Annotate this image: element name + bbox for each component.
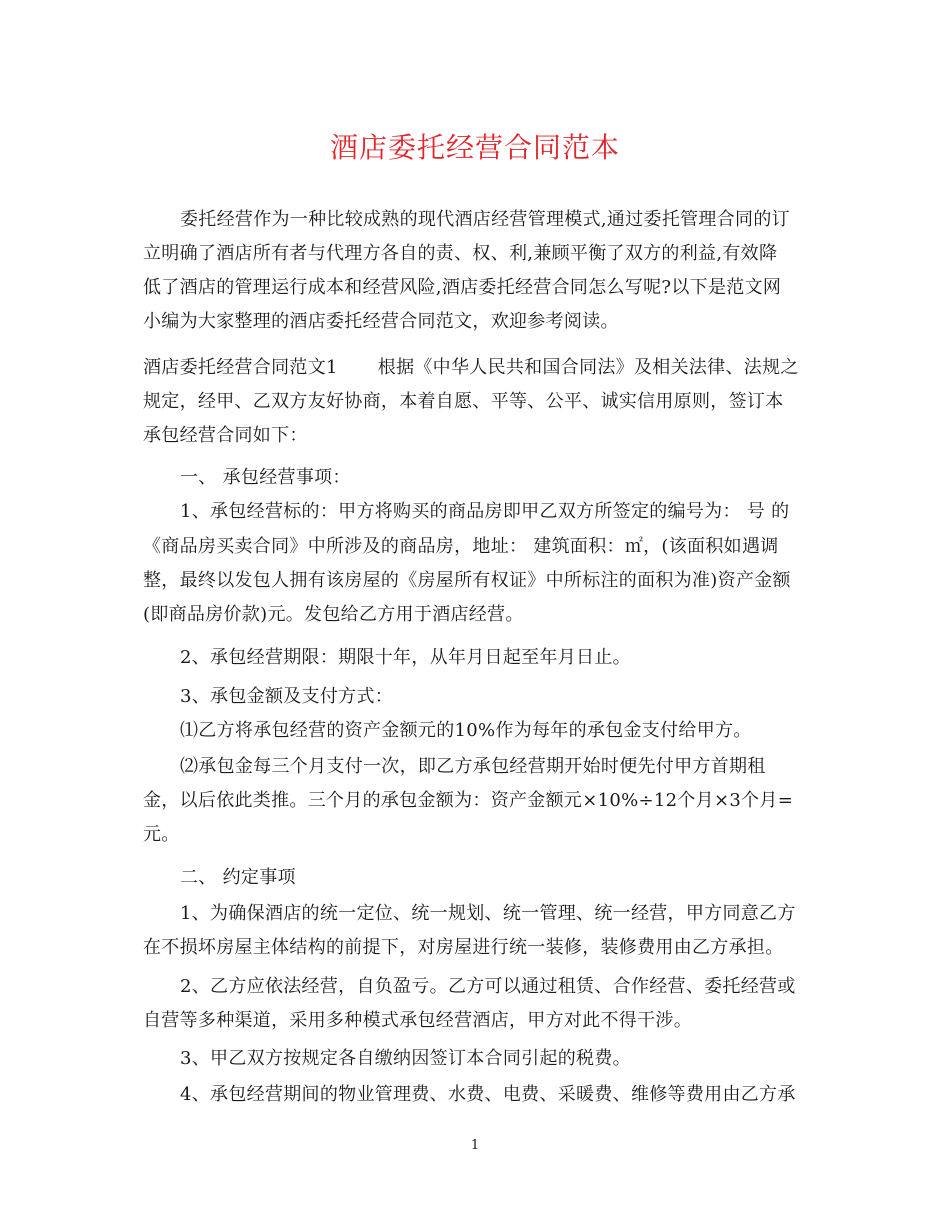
section-heading: 酒店委托经营合同范文1 [143, 357, 338, 378]
document-title: 酒店委托经营合同范本 [329, 131, 620, 164]
paragraph-line [143, 356, 799, 380]
paragraph-line: 小编为大家整理的酒店委托经营合同范文，欢迎参考阅读。 [143, 311, 619, 332]
paragraph-line: 4、承包经营期间的物业管理费、水费、电费、采暖费、维修等费用由乙方承 [180, 1084, 796, 1105]
paragraph-line: 3、承包金额及支付方式： [180, 686, 394, 707]
paragraph-line: 元。 [143, 824, 180, 845]
paragraph-line: 2、承包经营期限：期限十年，从年月日起至年月日止。 [180, 647, 631, 668]
paragraph-line: 低了酒店的管理运行成本和经营风险,酒店委托经营合同怎么写呢?以下是范文网 [143, 277, 782, 298]
paragraph-line: 在不损坏房屋主体结构的前提下，对房屋进行统一装修，装修费用由乙方承担。 [143, 937, 784, 958]
paragraph-line: 立明确了酒店所有者与代理方各自的责、权、利,兼顾平衡了双方的利益,有效降 [143, 243, 778, 264]
paragraph-line: 1、承包经营标的：甲方将购买的商品房即甲乙双方所签定的编号为： 号 的 [180, 501, 790, 522]
paragraph-line: ⑵承包金每三个月支付一次，即乙方承包经营期开始时便先付甲方首期租 [180, 756, 766, 777]
paragraph-line: 自营等多种渠道，采用多种模式承包经营酒店，甲方对此不得干涉。 [143, 1010, 692, 1031]
section-heading: 一、 承包经营事项： [180, 467, 351, 488]
section-heading: 二、 约定事项 [180, 867, 296, 888]
paragraph-line: 《商品房买卖合同》中所涉及的商品房，地址： 建筑面积：㎡，(该面积如遇调 [143, 536, 779, 557]
paragraph-line: 规定，经甲、乙双方友好协商，本着自愿、平等、公平、诚实信用原则，签订本 [143, 391, 784, 412]
paragraph-text: 根据《中华人民共和国合同法》及相关法律、法规之 [377, 357, 799, 378]
paragraph-line: (即商品房价款)元。发包给乙方用于酒店经营。 [143, 604, 524, 625]
paragraph-line: ⑴乙方将承包经营的资产金额元的10%作为每年的承包金支付给甲方。 [180, 720, 752, 741]
paragraph-line: 3、甲乙双方按规定各自缴纳因签订本合同引起的税费。 [180, 1048, 631, 1069]
paragraph-line: 1、为确保酒店的统一定位、统一规划、统一管理、统一经营，甲方同意乙方 [180, 903, 796, 924]
paragraph-line: 金，以后依此类推。三个月的承包金额为：资产金额元×10%÷12个月×3个月= [143, 790, 794, 811]
paragraph-line: 整，最终以发包人拥有该房屋的《房屋所有权证》中所标注的面积为准)资产金额 [143, 570, 791, 591]
paragraph-line: 承包经营合同如下： [143, 425, 308, 446]
paragraph-line: 委托经营作为一种比较成熟的现代酒店经营管理模式,通过委托管理合同的订 [180, 209, 790, 230]
paragraph-line: 2、乙方应依法经营，自负盈亏。乙方可以通过租赁、合作经营、委托经营或 [180, 976, 796, 997]
page-number: 1 [470, 1138, 480, 1153]
